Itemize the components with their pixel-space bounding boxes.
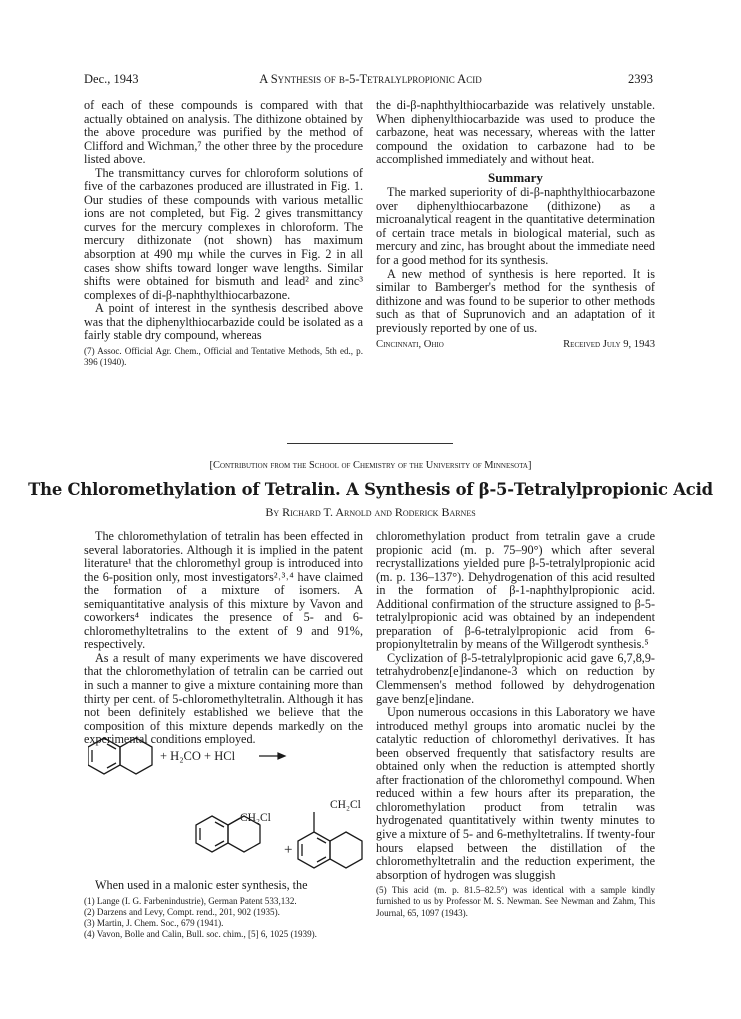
substituent-6-label: CH₂Cl <box>240 812 271 824</box>
byline: By Richard T. Arnold and Roderick Barnes <box>265 505 476 519</box>
summary-heading: Summary <box>488 169 543 185</box>
prev-article-left-column <box>84 99 363 368</box>
header-date: Dec., 1943 <box>84 72 139 86</box>
paragraph: Cyclization of β-5-tetralylpropionic acid gave 6,7,8,9-tetrahydrobenz[e]indanone-3 which on reduction by Clemmensen's method followed by dehydrogenation gave benz[e]indane. <box>376 650 655 706</box>
tetralin-structure <box>88 738 152 774</box>
reaction-diagram <box>88 736 370 878</box>
paragraph: chloromethylation product from tetralin gave a crude propionic acid (m. p. 75–90°) which after several recrystallizations yielded pure β-5-tetralylpropionic acid (m. p. 136–137°). Dehydrogenation of this acid resulted in the formation of β-1-naphthylpropionic acid. Additional confirmation of the structure assigned to β-5-tetralylpropionic acid was obtained by an independent preparation of β-6-tetralylpropionic acid from 6-propionyltetralin by means of the Willgerodt synthesis.⁵ <box>376 529 655 652</box>
article-left-column <box>84 530 363 747</box>
summary-paragraph: The marked superiority of di-β-naphthylthiocarbazone over diphenylthiocarbazone (dithizone) as a microanalytical reagent in the quantitative determination of certain trace metals in biological material, such as mercury and zinc, has brought about the immediate need for a good method for its synthesis. <box>376 185 655 268</box>
location: Cincinnati, Ohio <box>376 339 444 351</box>
summary-paragraph: A new method of synthesis is here reported. It is similar to Bamberger's method for the synthesis of dithizone and was found to be superior to other methods such as that of Suprunovich and an adaptation of it previously reported by one of us. <box>376 266 655 335</box>
5-chloromethyltetralin-structure <box>298 812 362 868</box>
paragraph: Upon numerous occasions in this Laboratory we have introduced methyl groups into aromatic nuclei by the catalytic reduction of chloromethyl derivatives. It has been observed frequently that satisfactory results are obtained only when the reduction is attempted shortly after fractionation of the chloromethyl compound. When reduced within a few hours after its preparation, the chloromethylation product from tetralin was hydrogenated quantitatively within twenty minutes to give a mixture of 5- and 6-methyltetralins. If twenty-four hours elapsed between the distillation of the chloromethyltetralin and the reduction experiment, the absorption of hydrogen was sluggish <box>376 705 655 882</box>
running-title: A Synthesis of β-5-Tetralylpropionic Acid <box>259 72 482 86</box>
paragraph: of each of these compounds is compared with that actually obtained on analysis. The dithizone obtained by the above procedure was purified by the method of Clifford and Wichman,⁷ the other three by the procedure listed above. <box>84 98 363 167</box>
reaction-scheme <box>88 736 370 878</box>
signoff-row <box>376 338 655 352</box>
footnote: (7) Assoc. Official Agr. Chem., Official and Tentative Methods, 5th ed., p. 396 (1940). <box>84 345 363 368</box>
page-number: 2393 <box>628 72 653 86</box>
footnote: (2) Darzens and Levy, Compt. rend., 201, 902 (1935). <box>84 906 280 917</box>
article-title: The Chloromethylation of Tetralin. A Synthesis of β-5-Tetralylpropionic Acid <box>28 480 713 499</box>
plus-sign: + <box>284 842 293 858</box>
reaction-arrow <box>259 753 285 759</box>
footnote: (5) This acid (m. p. 81.5–82.5°) was identical with a sample kindly furnished to us by Professor M. S. Newman. See Newman and Zahm, This Journal, 65, 1097 (1943). <box>376 885 655 918</box>
article-right-column <box>376 530 655 919</box>
prev-article-right-column <box>376 99 655 352</box>
substituent-5-label: CH₂Cl <box>330 799 361 811</box>
article-left-column-bottom <box>84 879 363 940</box>
paragraph: the di-β-naphthylthiocarbazide was relatively unstable. When diphenylthiocarbazide was used to produce the carbazone, heat was necessary, whereas with the latter compound the oxidation to carbazone had to be accomplished immediately and without heat. <box>376 98 655 167</box>
paragraph: When used in a malonic ester synthesis, the <box>95 878 308 892</box>
contribution-line: [Contribution from the School of Chemistry of the University of Minnesota] <box>209 460 532 471</box>
paragraph: As a result of many experiments we have discovered that the chloromethylation of tetralin can be carried out in such a manner to give a mixture containing more than thirty per cent. of 5-chloromethyltetralin. Although it has not been definitely established we believe that the composition of this mixture depends markedly on the experimental conditions employed. <box>84 650 363 747</box>
paragraph: A point of interest in the synthesis described above was that the diphenylthiocarbazide could be isolated as a fairly stable dry compound, whereas <box>84 301 363 343</box>
footnote: (3) Martin, J. Chem. Soc., 679 (1941). <box>84 917 224 928</box>
footnote: (1) Lange (I. G. Farbenindustrie), German Patent 533,132. <box>84 895 297 906</box>
received-date: Received July 9, 1943 <box>563 339 655 351</box>
paragraph: The chloromethylation of tetralin has been effected in several laboratories. Although it is implied in the patent literature¹ that the chloromethyl group is introduced into the 6-position only, most investigators²˒³˒⁴ have claimed the formation of a mixture of isomers. A semiquantitative analysis of this mixture by Vavon and coworkers⁴ indicates the presence of 5- and 6-chloromethyltetralins to the extent of 9 and 91%, respectively. <box>84 529 363 652</box>
footnote: (4) Vavon, Bolle and Calin, Bull. soc. chim., [5] 6, 1025 (1939). <box>84 929 317 940</box>
paragraph: The transmittancy curves for chloroform solutions of five of the carbazones produced are illustrated in Fig. 1. Our studies of these compounds with various metallic ions are not completed, but Fig. 2 gives transmittancy curves for the mercury complexes in chloroform. The mercury dithizonate (not shown) has maximum absorption at 490 mμ while the curves in Fig. 2 in all cases show shifts toward longer wave lengths. Similar shifts were obtained for bismuth and lead² and zinc³ complexes of di-β-naphthylthiocarbazone. <box>84 165 363 302</box>
section-divider <box>287 443 453 444</box>
reagents-text: + H₂CO + HCl <box>160 749 236 763</box>
